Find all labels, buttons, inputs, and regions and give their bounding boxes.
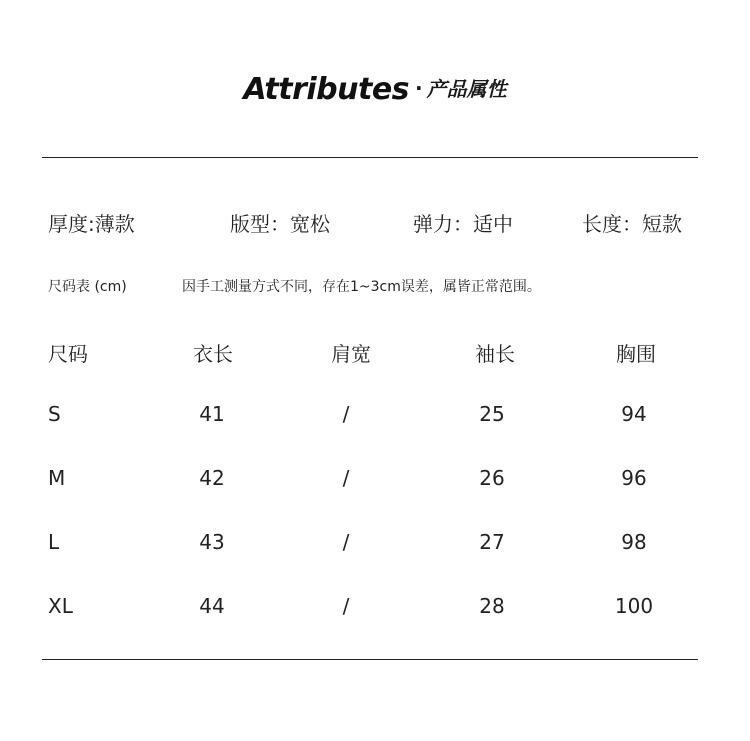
- table-cell-shoulder: /: [342, 530, 350, 554]
- table-cell-chest: 94: [621, 402, 647, 426]
- attribute-value: 薄款: [94, 212, 135, 236]
- attribute-key: 版型: [230, 212, 270, 236]
- attribute-colon: ：: [622, 212, 642, 236]
- title-separator: ·: [415, 76, 423, 100]
- table-cell-shoulder: /: [342, 594, 350, 618]
- table-cell-sleeve: 28: [479, 594, 505, 618]
- table-cell-size: S: [48, 402, 61, 426]
- attribute-value: 适中: [473, 212, 513, 236]
- table-cell-chest: 98: [621, 530, 647, 554]
- title-chinese: 产品属性: [426, 77, 507, 101]
- table-cell-sleeve: 27: [479, 530, 505, 554]
- attribute-thickness: [48, 208, 135, 237]
- size-chart-label: 尺码表 (cm): [48, 279, 127, 295]
- table-cell-sleeve: 25: [479, 402, 505, 426]
- table-cell-shoulder: /: [342, 466, 350, 490]
- attribute-length: [582, 208, 682, 237]
- title-english: Attributes: [243, 72, 410, 107]
- table-cell-length: 41: [199, 402, 225, 426]
- attribute-value: 宽松: [290, 212, 330, 236]
- header-shoulder: 肩宽: [331, 342, 371, 366]
- header-sleeve: 袖长: [475, 342, 515, 366]
- header-chest: 胸围: [616, 342, 656, 366]
- table-cell-chest: 96: [621, 466, 647, 490]
- header-size: 尺码: [48, 342, 88, 366]
- table-cell-chest: 100: [614, 594, 654, 618]
- table-cell-length: 42: [199, 466, 225, 490]
- table-cell-sleeve: 26: [479, 466, 505, 490]
- page-title: [0, 72, 750, 107]
- table-cell-size: M: [48, 466, 66, 490]
- header-length: 衣长: [193, 342, 233, 366]
- table-cell-length: 44: [199, 594, 225, 618]
- attribute-colon: :: [88, 212, 95, 236]
- attribute-key: 长度: [582, 212, 622, 236]
- bottom-divider: [42, 659, 698, 660]
- measurement-note: 因手工测量方式不同，存在1~3cm误差，属皆正常范围。: [182, 279, 541, 295]
- attribute-colon: ：: [453, 212, 473, 236]
- attribute-key: 厚度: [48, 212, 88, 236]
- table-cell-size: XL: [48, 594, 73, 618]
- attribute-elasticity: [413, 208, 513, 237]
- table-cell-size: L: [48, 530, 60, 554]
- attribute-fit: [230, 208, 330, 237]
- table-cell-length: 43: [199, 530, 225, 554]
- attribute-key: 弹力: [413, 212, 453, 236]
- attribute-value: 短款: [642, 212, 682, 236]
- attribute-colon: ：: [270, 212, 290, 236]
- top-divider: [42, 157, 698, 158]
- table-cell-shoulder: /: [342, 402, 350, 426]
